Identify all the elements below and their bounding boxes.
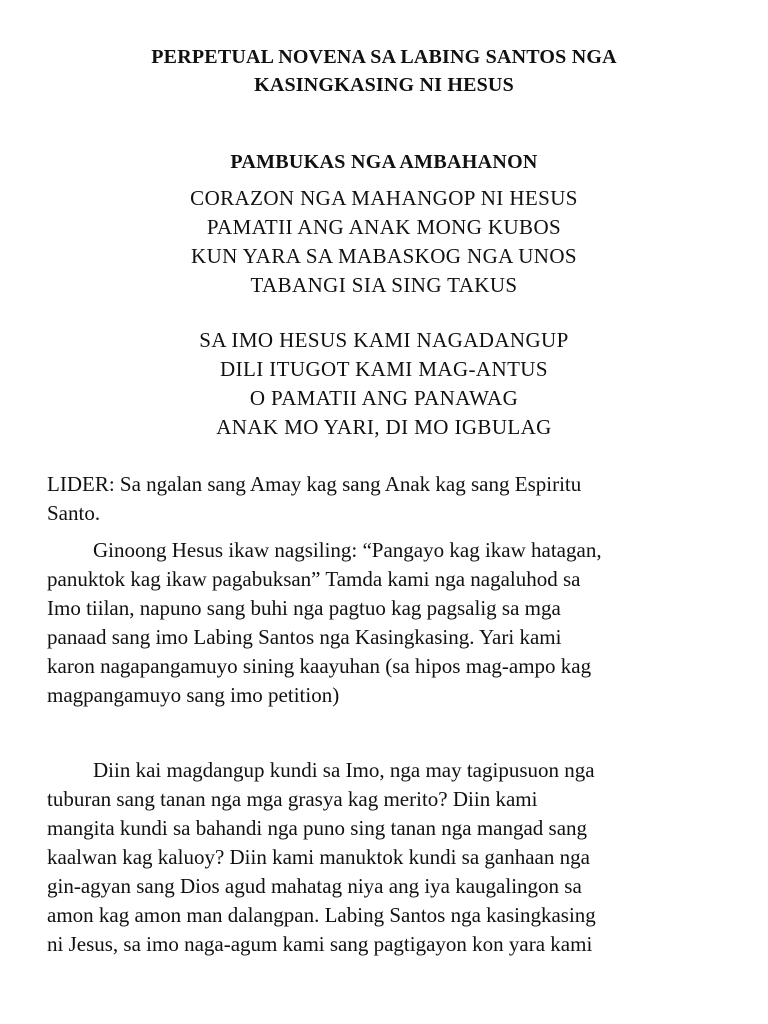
text-line: LIDER: Sa ngalan sang Amay kag sang Anak kag sang Espiritu	[47, 472, 582, 496]
title-line: KASINGKASING NI HESUS	[254, 74, 514, 96]
text-line: gin-agyan sang Dios agud mahatag niya ang iya kaugalingon sa	[47, 874, 582, 898]
leader-paragraph	[47, 470, 727, 528]
prayer-paragraph-1	[47, 536, 727, 710]
text-line: Santo.	[47, 501, 101, 525]
hymn-line: SA IMO HESUS KAMI NAGADANGUP	[199, 328, 569, 352]
hymn-line: O PAMATII ANG PANAWAG	[249, 386, 519, 410]
text-line: magpangamuyo sang imo petition)	[47, 683, 340, 707]
hymn-stanza-1	[0, 184, 768, 300]
text-line: amon kag amon man dalangpan. Labing Santos nga kasingkasing	[47, 903, 596, 927]
text-line: tuburan sang tanan nga mga grasya kag merito? Diin kami	[47, 787, 538, 811]
text-line: kaalwan kag kaluoy? Diin kami manuktok kundi sa ganhaan nga	[47, 845, 590, 869]
hymn-line: ANAK MO YARI, DI MO IGBULAG	[216, 415, 552, 439]
hymn-line: PAMATII ANG ANAK MONG KUBOS	[206, 215, 562, 239]
text-line: panuktok kag ikaw pagabuksan” Tamda kami nga nagaluhod sa	[47, 567, 581, 591]
text-line: panaad sang imo Labing Santos nga Kasingkasing. Yari kami	[47, 625, 562, 649]
text-line: mangita kundi sa bahandi nga puno sing tanan nga mangad sang	[47, 816, 588, 840]
hymn-line: TABANGI SIA SING TAKUS	[250, 273, 518, 297]
text-line: karon nagapangamuyo sining kaayuhan (sa hipos mag-ampo kag	[47, 654, 592, 678]
text-line: Diin kai magdangup kundi sa Imo, nga may tagipusuon nga	[93, 758, 595, 782]
section-heading: PAMBUKAS NGA AMBAHANON	[230, 151, 538, 173]
prayer-paragraph-2	[47, 756, 727, 959]
text-line: Imo tiilan, napuno sang buhi nga pagtuo kag pagsalig sa mga	[47, 596, 561, 620]
document-title	[0, 43, 768, 99]
hymn-line: KUN YARA SA MABASKOG NGA UNOS	[191, 244, 577, 268]
text-line: ni Jesus, sa imo naga-agum kami sang pagtigayon kon yara kami	[47, 932, 593, 956]
hymn-stanza-2	[0, 326, 768, 442]
hymn-line: CORAZON NGA MAHANGOP NI HESUS	[190, 186, 578, 210]
text-line: Ginoong Hesus ikaw nagsiling: “Pangayo kag ikaw hatagan,	[93, 538, 602, 562]
hymn-line: DILI ITUGOT KAMI MAG-ANTUS	[220, 357, 548, 381]
title-line: PERPETUAL NOVENA SA LABING SANTOS NGA	[151, 46, 617, 68]
